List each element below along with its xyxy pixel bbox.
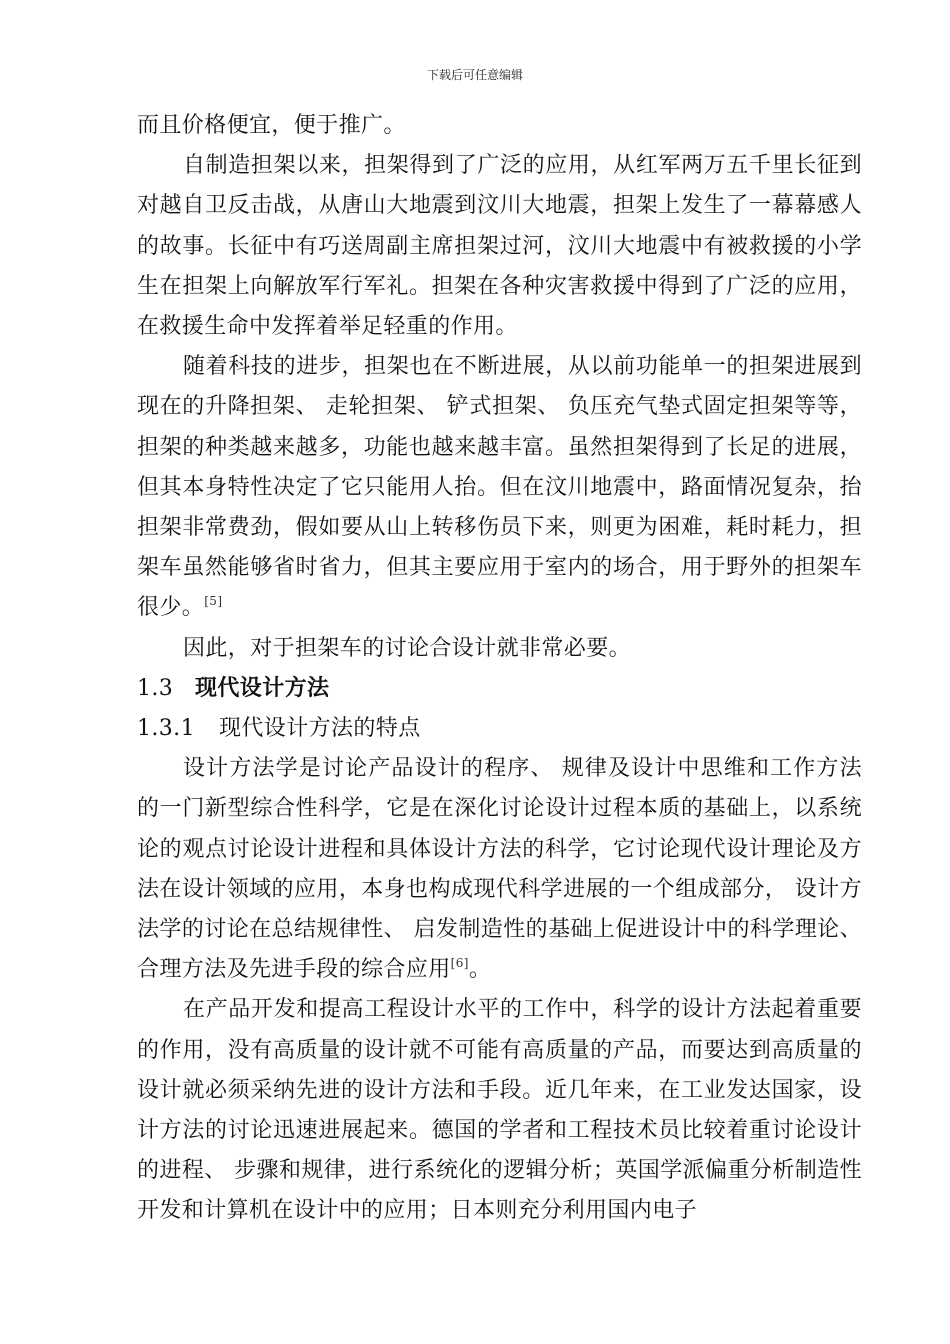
paragraph-4: 因此，对于担架车的讨论合设计就非常必要。	[183, 635, 632, 661]
section-number: 1.3	[137, 675, 174, 701]
citation-6: [6]	[450, 956, 469, 971]
paragraph-1: 而且价格便宜，便于推广。	[137, 113, 406, 138]
paragraph-5-end: 。	[468, 957, 492, 983]
paragraph-5	[137, 749, 862, 990]
citation-5: [5]	[204, 594, 223, 609]
section-heading	[137, 669, 862, 709]
subsection-number: 1.3.1	[137, 716, 195, 742]
document-body	[137, 106, 862, 1232]
paragraph-2: 自制造担架以来，担架得到了广泛的应用，从红军两万五千里长征到对越自卫反击战，从唐山大地震到汶川大地震，担架上发生了一幕幕感人的故事。长征中有巧送周副主席担架过河，汶川大地震中有被救援的小学生在担架上向解放军行军礼。担架在各种灾害救援中得到了广泛的应用，在救援生命中发挥着举足轻重的作用。	[137, 153, 862, 340]
subsection-heading	[137, 709, 862, 749]
paragraph-3	[137, 347, 862, 628]
subsection-title: 现代设计方法的特点	[219, 716, 421, 742]
paragraph-6: 在产品开发和提高工程设计水平的工作中，科学的设计方法起着重要的作用，没有高质量的设计就不可能有高质量的产品，而要达到高质量的设计就必须采纳先进的设计方法和手段。近几年来，在工业发达国家，设计方法的讨论迅速进展起来。德国的学者和工程技术员比较着重讨论设计的进程、 步骤和规律，进行系统化的逻辑分析；英国学派偏重分析制造性开发和计算机在设计中的应用；日本则充分利用国内电子	[137, 997, 862, 1224]
page-header-watermark: 下载后可任意编辑	[426, 68, 523, 82]
paragraph-3-text: 随着科技的进步，担架也在不断进展，从以前功能单一的担架进展到现在的升降担架、 走轮担架、 铲式担架、 负压充气垫式固定担架等等，担架的种类越来越多，功能也越来越丰富。虽然担架得到了长足的进展，但其本身特性决定了它只能用人抬。但在汶川地震中，路面情况复杂，抬担架非常费劲，假如要从山上转移伤员下来，则更为困难，耗时耗力，担架车虽然能够省时省力，但其主要应用于室内的场合，用于野外的担架车很少。	[137, 354, 862, 621]
paragraph-5-text: 设计方法学是讨论产品设计的程序、 规律及设计中思维和工作方法的一门新型综合性科学，它是在深化讨论设计过程本质的基础上，以系统论的观点讨论设计进程和具体设计方法的科学，它讨论现代设计理论及方法在设计领域的应用，本身也构成现代科学进展的一个组成部分， 设计方法学的讨论在总结规律性、 启发制造性的基础上促进设计中的科学理论、 合理方法及先进手段的综合应用	[137, 756, 862, 983]
section-title: 现代设计方法	[195, 675, 330, 701]
